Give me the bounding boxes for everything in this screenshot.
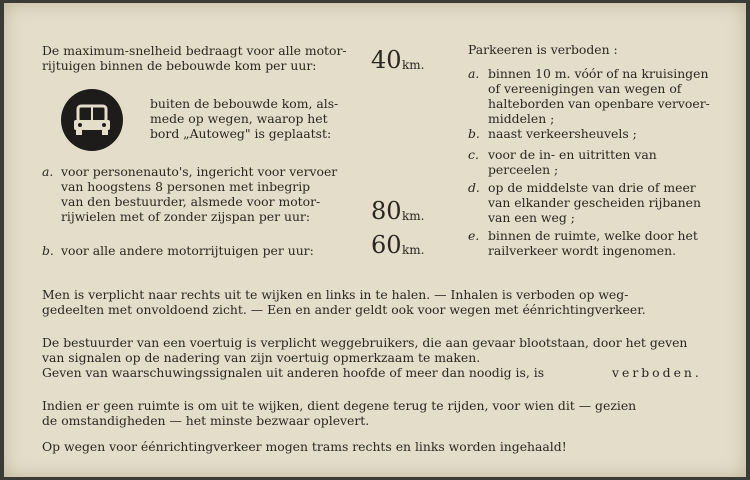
signals-line2: van signalen op de nadering van zijn voertuig opmerkzaam te maken. bbox=[42, 350, 481, 365]
car-speed-unit: km. bbox=[402, 209, 425, 223]
speed-a-line4: rijwielen met of zonder zijspan per uur: bbox=[61, 209, 311, 224]
speed-b-line1: voor alle andere motorrijtuigen per uur: bbox=[61, 243, 314, 258]
parking-b-letter: b. bbox=[468, 126, 480, 141]
parking-e-line1: binnen de ruimte, welke door het bbox=[488, 228, 698, 243]
speed-b-letter: b. bbox=[42, 243, 54, 258]
traffic-rules-card bbox=[4, 3, 746, 477]
overtaking-line2: gedeelten met onvoldoend zicht. — Een en ander geldt ook voor wegen met éénrichtingverkeer. bbox=[42, 302, 646, 317]
outside-line2: mede op wegen, waarop het bbox=[150, 111, 328, 126]
parking-d-letter: d. bbox=[468, 180, 480, 195]
other-speed-unit: km. bbox=[402, 243, 425, 257]
speed-a-line3: van den bestuurder, alsmede voor motor- bbox=[61, 194, 321, 209]
parking-c-letter: c. bbox=[468, 147, 479, 162]
parking-d-line2: van elkander gescheiden rijbanen bbox=[488, 195, 701, 210]
outside-line1: buiten de bebouwde kom, als- bbox=[150, 96, 339, 111]
signals-line1: De bestuurder van een voertuig is verplicht weggebruikers, die aan gevaar blootstaan, door het geven bbox=[42, 335, 688, 350]
parking-e-line2: railverkeer wordt ingenomen. bbox=[488, 243, 677, 258]
speed-a-line1: voor personenauto's, ingericht voor vervoer bbox=[61, 164, 338, 179]
parking-a-line1: binnen 10 m. vóór of na kruisingen bbox=[488, 66, 709, 81]
parking-a-line4: middelen ; bbox=[488, 111, 555, 126]
outside-line3: bord „Autoweg" is geplaatst: bbox=[150, 126, 332, 141]
other-speed-value: 60 bbox=[371, 231, 402, 259]
signals-verboden: verboden. bbox=[612, 365, 702, 380]
parking-c-line1: voor de in- en uitritten van bbox=[488, 147, 657, 162]
parking-title: Parkeeren is verboden : bbox=[468, 42, 618, 57]
parking-b-line1: naast verkeersheuvels ; bbox=[488, 126, 637, 141]
overtaking-line1: Men is verplicht naar rechts uit te wijken en links in te halen. — Inhalen is verboden op weg- bbox=[42, 287, 629, 302]
parking-a-line3: halteborden van openbare vervoer- bbox=[488, 96, 710, 111]
speed-intro-line1: De maximum-snelheid bedraagt voor alle motor- bbox=[42, 43, 347, 58]
urban-speed-unit: km. bbox=[402, 58, 425, 72]
yield-line2: de omstandigheden — het minste bezwaar oplevert. bbox=[42, 413, 370, 428]
parking-d-line1: op de middelste van drie of meer bbox=[488, 180, 696, 195]
signals-line3: Geven van waarschuwingssignalen uit anderen hoofde of meer dan noodig is, is bbox=[42, 365, 545, 380]
car-speed-value: 80 bbox=[371, 197, 402, 225]
trams-line: Op wegen voor éénrichtingverkeer mogen trams rechts en links worden ingehaald! bbox=[42, 439, 567, 454]
speed-a-letter: a. bbox=[42, 164, 54, 179]
parking-e-letter: e. bbox=[468, 228, 480, 243]
parking-a-line2: of vereenigingen van wegen of bbox=[488, 81, 682, 96]
speed-intro-line2: rijtuigen binnen de bebouwde kom per uur: bbox=[42, 58, 317, 73]
parking-c-line2: perceelen ; bbox=[488, 162, 559, 177]
yield-line1: Indien er geen ruimte is om uit te wijken, dient degene terug te rijden, voor wien dit — gezien bbox=[42, 398, 637, 413]
car-icon bbox=[61, 89, 123, 151]
parking-d-line3: van een weg ; bbox=[488, 210, 575, 225]
parking-a-letter: a. bbox=[468, 66, 480, 81]
urban-speed-value: 40 bbox=[371, 46, 402, 74]
speed-a-line2: van hoogstens 8 personen met inbegrip bbox=[61, 179, 311, 194]
